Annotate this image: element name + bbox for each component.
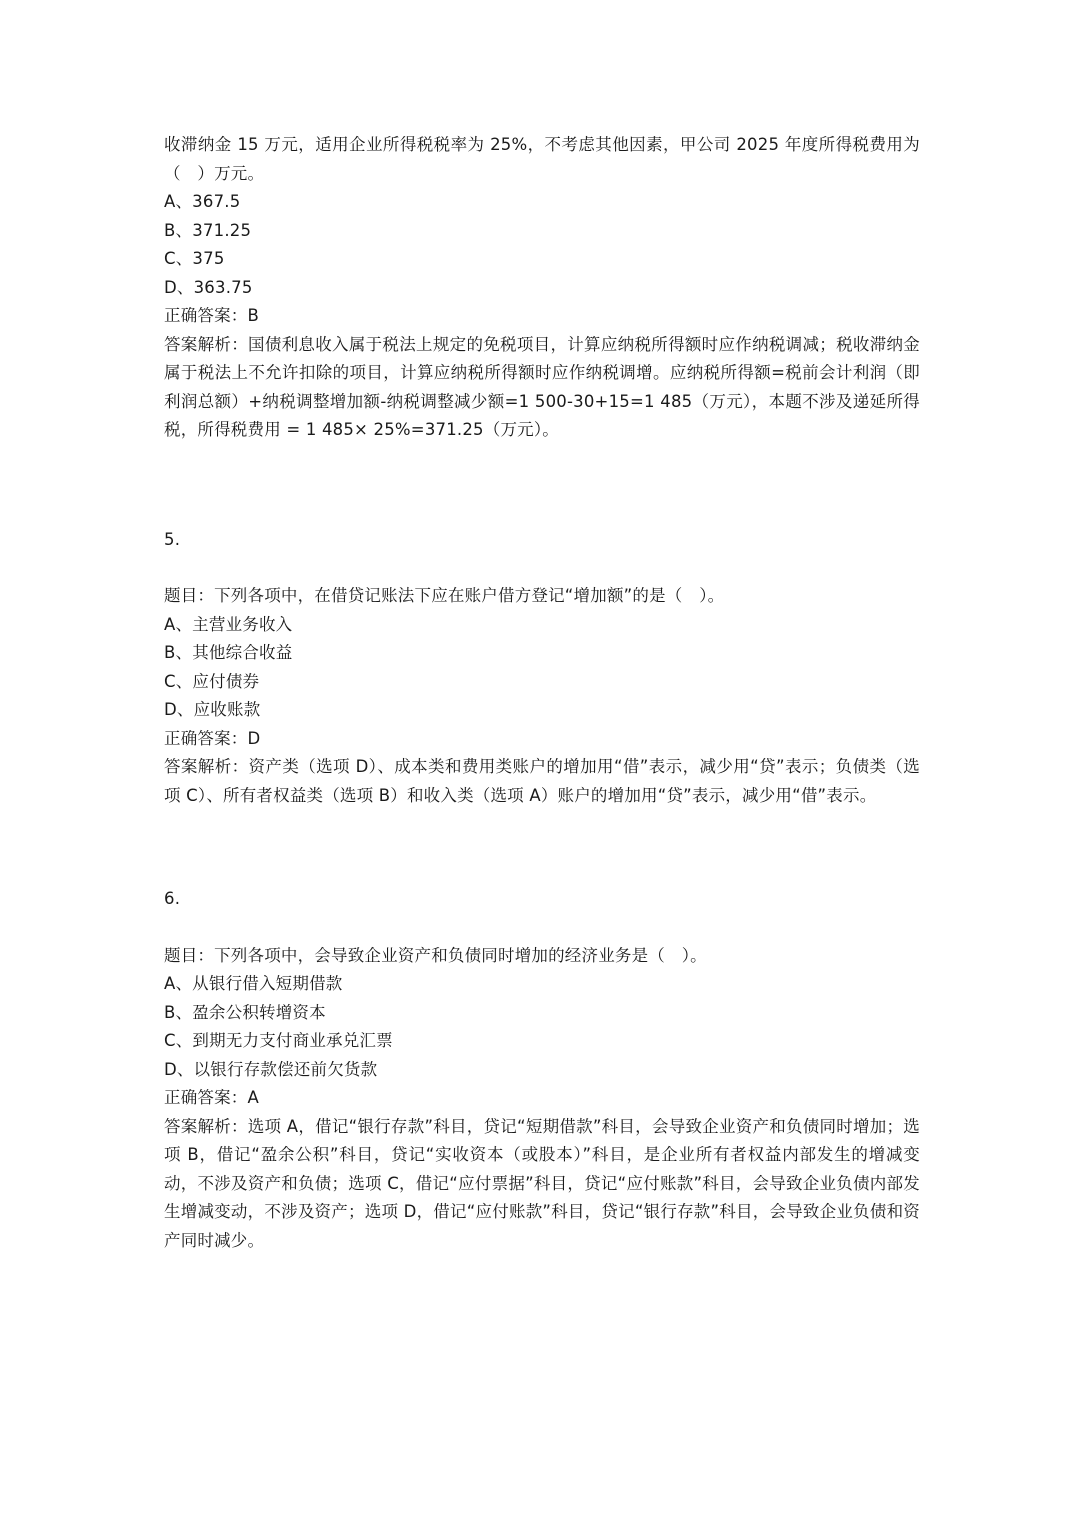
correct-answer: 正确答案：A (164, 1088, 259, 1107)
option-a: A、从银行借入短期借款 (164, 974, 343, 993)
option-d: D、应收账款 (164, 700, 261, 719)
answer-analysis: 答案解析：国债利息收入属于税法上规定的免税项目，计算应纳税所得额时应作纳税调减；税收滞纳金属于税法上不允许扣除的项目，计算应纳税所得额时应作纳税调增。应纳税所得额=税前会计利润（即利润总额）+纳税调整增加额-纳税调整减少额=1 500-30+15=1 485（万元），本题不涉及递延所得税，所得税费用 = 1 485× 25%=371.25（万元）。 (164, 334, 920, 439)
question-4 (164, 131, 920, 445)
question-number: 6. (164, 889, 181, 908)
option-c: C、375 (164, 249, 225, 268)
option-c: C、到期无力支付商业承兑汇票 (164, 1031, 393, 1050)
option-b: B、371.25 (164, 220, 252, 240)
option-b: B、其他综合收益 (164, 643, 293, 662)
answer-analysis: 答案解析：选项 A，借记“银行存款”科目，贷记“短期借款”科目，会导致企业资产和负债同时增加；选项 B，借记“盈余公积”科目，贷记“实收资本（或股本）”科目，是企业所有者权益内部发生的增减变动，不涉及资产和负债；选项 C，借记“应付票据”科目，贷记“应付账款”科目，会导致企业负债内部发生增减变动，不涉及资产；选项 D，借记“应付账款”科目，贷记“银行存款”科目，会导致企业负债和资产同时减少。 (164, 1116, 920, 1250)
option-b: B、盈余公积转增资本 (164, 1002, 326, 1022)
option-d: D、以银行存款偿还前欠货款 (164, 1059, 378, 1079)
question-number: 5. (164, 529, 181, 549)
correct-answer: 正确答案：B (164, 306, 260, 325)
question-6 (164, 885, 920, 1255)
answer-analysis: 答案解析：资产类（选项 D）、成本类和费用类账户的增加用“借”表示，减少用“贷”表示；负债类（选项 C）、所有者权益类（选项 B）和收入类（选项 A）账户的增加用“贷”表示，减少用“借”表示。 (164, 757, 920, 805)
question-stem: 题目：下列各项中，在借贷记账法下应在账户借方登记“增加额”的是（ ）。 (164, 586, 725, 605)
question-stem: 题目：下列各项中，会导致企业资产和负债同时增加的经济业务是（ ）。 (164, 945, 707, 965)
option-d: D、363.75 (164, 277, 253, 297)
option-a: A、367.5 (164, 192, 241, 211)
option-c: C、应付债券 (164, 671, 260, 691)
correct-answer: 正确答案：D (164, 728, 261, 748)
option-a: A、主营业务收入 (164, 614, 293, 634)
question-stem: 收滞纳金 15 万元，适用企业所得税税率为 25%，不考虑其他因素，甲公司 2025 年度所得税费用为（ ）万元。 (164, 135, 920, 183)
document-page (164, 131, 920, 1255)
question-5 (164, 526, 920, 811)
